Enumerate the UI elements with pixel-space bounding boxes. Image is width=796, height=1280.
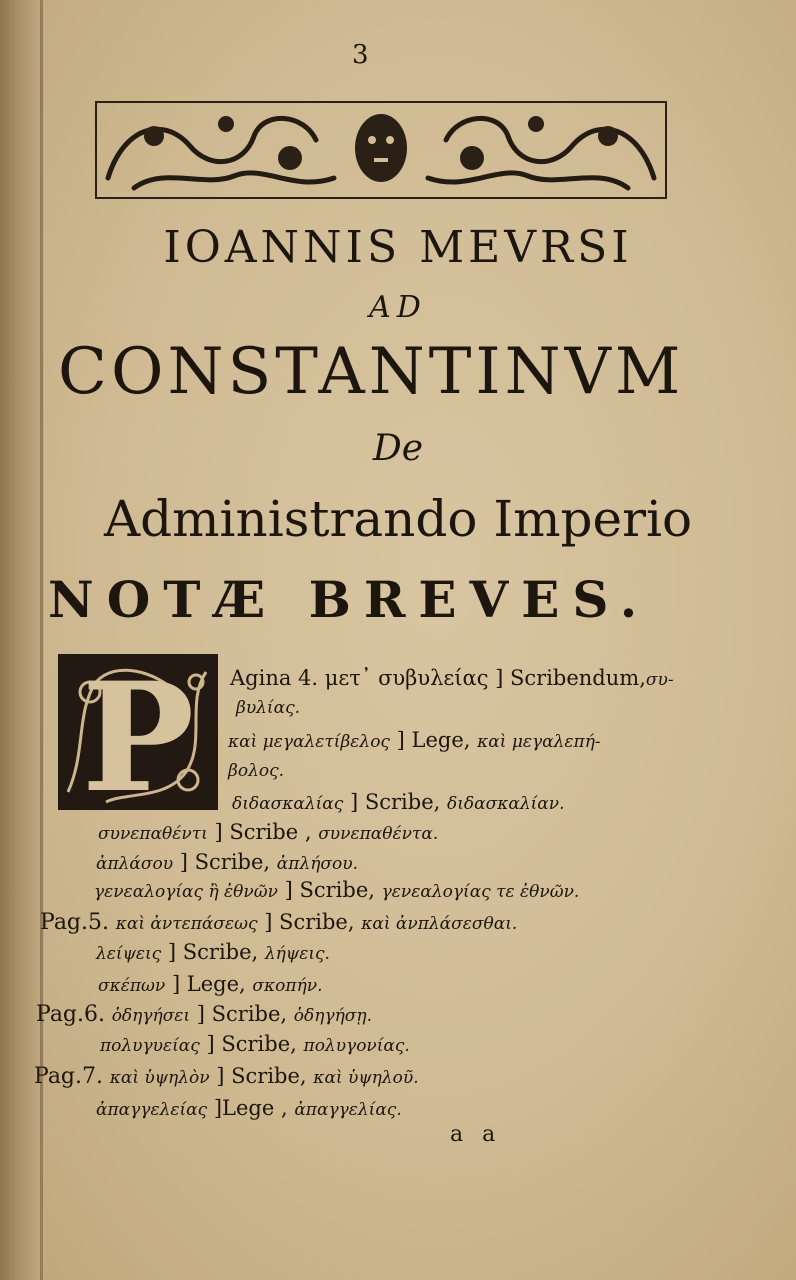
- note-line-3: [228, 726, 601, 756]
- note-page-ref: Pag.6.: [36, 1002, 105, 1027]
- note-line-12: [36, 1000, 372, 1030]
- note-action: ] Scribe ,: [214, 820, 312, 844]
- note-line-2: [236, 692, 300, 722]
- note-action: ] Scribe,: [196, 1002, 288, 1026]
- note-lemma: καὶ ἀντεπάσεως: [115, 914, 258, 934]
- catchword: a a: [450, 1122, 502, 1147]
- initial-letter: P: [81, 652, 195, 812]
- note-action: ]Lege ,: [213, 1096, 288, 1120]
- note-lemma: πολυγυείας: [100, 1036, 200, 1056]
- de-line: De: [372, 428, 424, 469]
- note-line-6: [98, 818, 438, 848]
- note-line-5: [232, 788, 565, 818]
- note-page-ref: Pag.5.: [40, 910, 109, 935]
- note-correction: λήψεις.: [264, 944, 330, 964]
- note-lemma: καὶ ὑψηλὸν: [109, 1068, 210, 1088]
- note-action: ] Scribe,: [216, 1064, 307, 1088]
- ad-line: AD: [369, 290, 427, 325]
- note-lemma: ὁδηγήσει: [111, 1006, 191, 1026]
- note-lemma: Agina 4. μετ᾽ συβυλείας: [230, 666, 489, 690]
- note-correction: σκοπήν.: [252, 976, 323, 996]
- note-correction: διδασκαλίαν.: [447, 794, 565, 814]
- note-correction: ἀπλήσου.: [276, 854, 358, 874]
- note-lemma: καὶ μεγαλετίβελος: [228, 732, 390, 752]
- note-action: ] Scribe,: [206, 1032, 297, 1056]
- note-correction: καὶ ἀνπλάσεσθαι.: [361, 914, 518, 934]
- subject-title: Administrando Imperio: [104, 490, 693, 548]
- constantinum-title: CONSTANTINVM: [58, 335, 685, 409]
- note-line-4: [228, 755, 284, 785]
- note-action: ] Scribe,: [349, 790, 441, 814]
- note-lemma: λείψεις: [96, 944, 162, 964]
- note-correction: ὁδηγήσῃ.: [293, 1006, 372, 1026]
- note-action: ] Scribe,: [167, 940, 259, 964]
- note-line-8: [94, 876, 579, 906]
- note-lemma: γενεαλογίας ἢ ἐθνῶν: [94, 882, 278, 902]
- note-lemma: ἀπαγγελείας: [96, 1100, 208, 1120]
- note-correction: ἀπαγγελίας.: [294, 1100, 402, 1120]
- note-line-15: [96, 1094, 402, 1124]
- note-lemma: διδασκαλίας: [232, 794, 344, 814]
- note-line-14: [34, 1062, 419, 1092]
- note-correction: συνεπαθέντα.: [318, 824, 439, 844]
- note-lemma: σκέπων: [98, 976, 166, 996]
- note-action: ] Scribe,: [264, 910, 355, 934]
- author-title: IOANNIS MEVRSI: [163, 222, 633, 273]
- note-action: ] Scribe,: [284, 878, 375, 902]
- note-line-1: [230, 664, 674, 694]
- note-correction: συ-: [645, 670, 674, 690]
- note-correction: γενεαλογίας τε ἐθνῶν.: [381, 882, 580, 902]
- notae-breves-title: NOTÆ BREVES.: [48, 570, 651, 629]
- note-lemma: ἀπλάσου: [96, 854, 174, 874]
- note-line-10: [96, 938, 330, 968]
- note-line-9: [40, 908, 517, 938]
- note-action: ] Scribendum,: [495, 666, 646, 690]
- headpiece-ornament-icon: [94, 96, 668, 208]
- note-action: ] Lege,: [171, 972, 246, 996]
- note-line-11: [98, 970, 323, 1000]
- note-correction: βυλίας.: [236, 698, 301, 718]
- note-line-13: [100, 1030, 410, 1060]
- note-lemma: συνεπαθέντι: [98, 824, 208, 844]
- note-correction: καὶ ὑψηλοῦ.: [313, 1068, 419, 1088]
- note-correction: βολος.: [228, 761, 284, 781]
- note-action: ] Lege,: [396, 728, 471, 752]
- note-correction: καὶ μεγαλεπή-: [477, 732, 601, 752]
- note-line-7: [96, 848, 358, 878]
- note-action: ] Scribe,: [179, 850, 271, 874]
- page-number: 3: [352, 40, 369, 70]
- decorated-initial-icon: [56, 652, 220, 812]
- note-page-ref: Pag.7.: [34, 1064, 103, 1089]
- note-correction: πολυγονίας.: [303, 1036, 410, 1056]
